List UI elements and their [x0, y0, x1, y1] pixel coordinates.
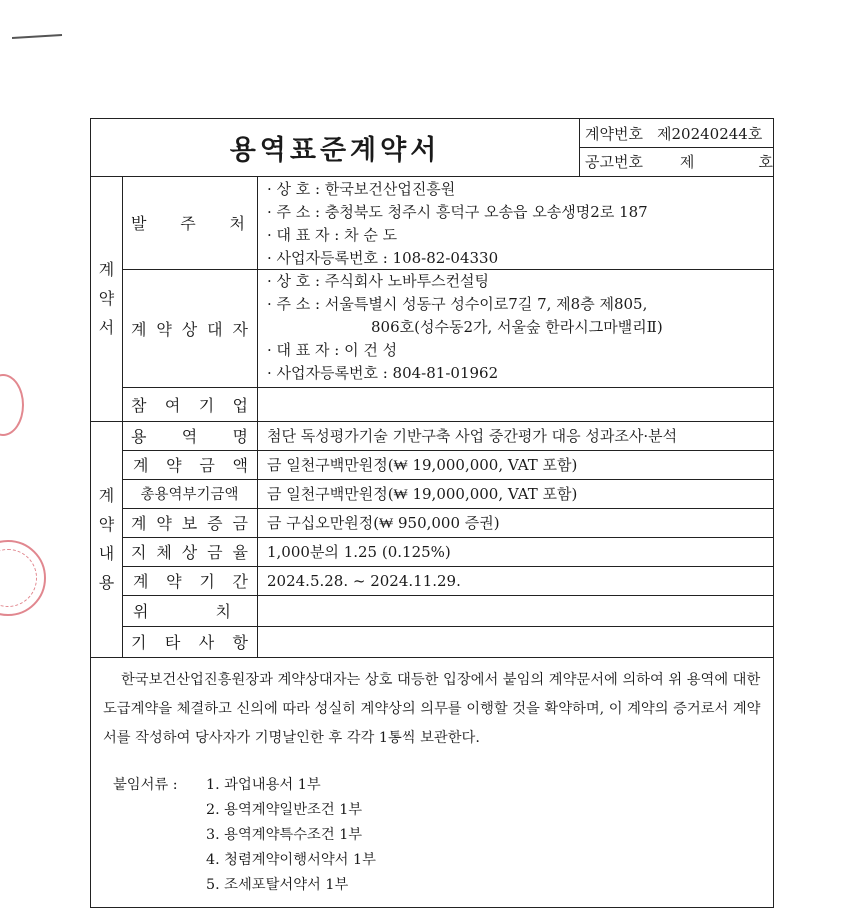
section-char: 서 [98, 318, 115, 337]
notice-number-suffix: 호 [758, 153, 773, 171]
detail-value-period: 2024.5.28. ~ 2024.11.29. [267, 571, 461, 590]
detail-value-deposit: 금 구십오만원정(₩ 950,000 증권) [267, 514, 500, 532]
section-label-content [91, 421, 123, 657]
contract-number-row [579, 119, 773, 147]
section-char: 약 [98, 515, 115, 534]
title-box [91, 119, 580, 177]
scan-mark [12, 34, 64, 40]
section-char: 계 [98, 486, 115, 505]
section-char: 용 [98, 573, 115, 592]
notice-number-prefix: 제 [679, 153, 695, 171]
participant-value [258, 387, 773, 421]
detail-label-other: 기 타 사 항 [122, 626, 258, 657]
notice-number-label: 공고번호 [585, 153, 643, 171]
section-char: 계 [98, 260, 115, 279]
contract-number-value: 제20240244호 [657, 124, 763, 143]
attachment-item: 2. 용역계약일반조건 1부 [206, 802, 363, 818]
detail-label-deposit: 계 약 보 증 금 [122, 508, 258, 537]
divider [91, 657, 773, 658]
section-char: 약 [98, 289, 115, 308]
contractor-business-number: · 사업자등록번호 : 804-81-01962 [267, 364, 499, 382]
attachments-label: 붙임서류 : [113, 777, 178, 793]
client-name: · 상 호 : 한국보건산업진흥원 [267, 180, 456, 198]
agreement-text: 한국보건산업진흥원장과 계약상대자는 상호 대등한 입장에서 붙임의 계약문서에 의하여 위 용역에 대한 도급계약을 체결하고 신의에 따라 성실히 계약상의 의무를 이행할 것을 확약하며, 이 계약의 증거로서 계약서를 작성하여 당사자가 기명날인한 후 각각 1통씩 보관한다. [103, 672, 761, 746]
client-representative: · 대 표 자 : 차 순 도 [267, 226, 398, 244]
contractor-name: · 상 호 : 주식회사 노바투스컨설팅 [267, 272, 490, 290]
contractor-representative: · 대 표 자 : 이 건 성 [267, 341, 398, 359]
attachments [113, 773, 376, 898]
detail-label-amount: 계 약 금 액 [122, 450, 258, 479]
client-business-number: · 사업자등록번호 : 108-82-04330 [267, 249, 499, 267]
detail-value-location [258, 595, 773, 626]
contract-document [90, 118, 774, 908]
attachment-item: 3. 용역계약특수조건 1부 [206, 827, 363, 843]
attachment-item: 5. 조세포탈서약서 1부 [206, 877, 349, 893]
section-char: 내 [98, 544, 115, 563]
contractor-address: · 주 소 : 서울특별시 성동구 성수이로7길 7, 제8층 제805, [267, 295, 648, 313]
client-address: · 주 소 : 충청북도 청주시 흥덕구 오송읍 오송생명2로 187 [267, 203, 648, 221]
contract-number-box [579, 119, 773, 177]
attachment-item: 4. 청렴계약이행서약서 1부 [206, 852, 376, 868]
detail-value-service-name: 첨단 독성평가기술 기반구축 사업 중간평가 대응 성과조사·분석 [267, 427, 678, 445]
seal-stamp [0, 540, 46, 616]
document-title: 용역표준계약서 [229, 135, 441, 166]
participant-label: 참 여 기 업 [122, 387, 258, 421]
detail-label-period: 계 약 기 간 [122, 566, 258, 595]
detail-value-delay-rate: 1,000분의 1.25 (0.125%) [267, 543, 451, 561]
contractor-address-cont: 806호(성수동2가, 서울숲 한라시그마밸리Ⅱ) [371, 318, 663, 336]
client-label: 발 주 처 [122, 176, 258, 269]
notice-number-row [579, 147, 773, 175]
detail-value-total-amount: 금 일천구백만원정(₩ 19,000,000, VAT 포함) [267, 485, 578, 503]
detail-value-amount: 금 일천구백만원정(₩ 19,000,000, VAT 포함) [267, 456, 578, 474]
contractor-info [258, 270, 773, 385]
detail-value-other [258, 626, 773, 657]
client-info [258, 178, 773, 270]
section-label-contract [91, 176, 123, 421]
contractor-label: 계 약 상 대 자 [122, 269, 258, 387]
detail-label-service-name: 용 역 명 [122, 421, 258, 450]
detail-label-location: 위 치 [122, 595, 258, 626]
attachment-item: 1. 과업내용서 1부 [206, 777, 321, 793]
seal-stamp [0, 374, 24, 436]
contract-number-label: 계약번호 [585, 124, 643, 143]
detail-label-total-amount: 총용역부기금액 [122, 479, 258, 508]
detail-label-delay-rate: 지 체 상 금 율 [122, 537, 258, 566]
